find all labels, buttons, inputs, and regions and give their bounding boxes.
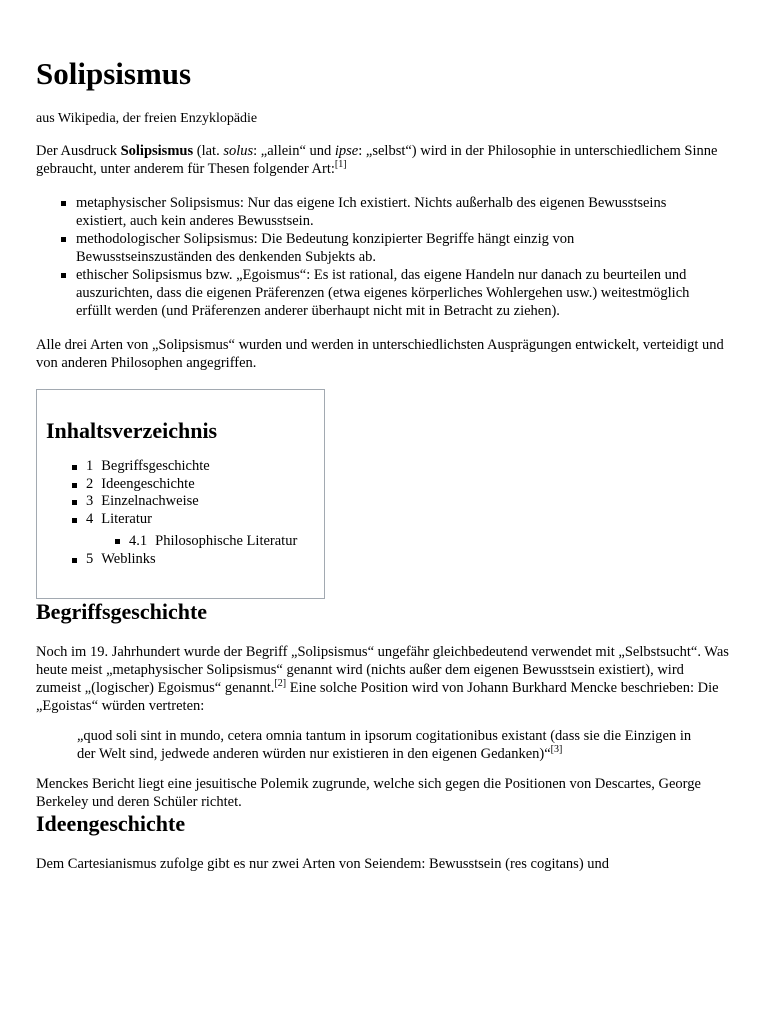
toc-label: Begriffsgeschichte [101,458,210,474]
intro-term: Solipsismus [120,143,194,159]
intro-ipse: ipse [334,143,359,159]
intro-text-2: (lat. [193,143,224,159]
page-title: Solipsismus [36,56,192,91]
mencke-paragraph: Menckes Bericht liegt eine jesuitische Polemik zugrunde, welche sich gegen die Positionen von Descartes, George Berkeley und deren Schüler richtet. [36,776,701,810]
intro-text-3: : „allein“ und [253,143,335,159]
intro-solus: solus [223,143,254,159]
toc-number: 4.1 [129,533,148,549]
toc-number: 3 [86,493,94,509]
toc-title: Inhaltsverzeichnis [46,418,218,443]
toc-list [46,458,324,569]
toc-number: 4 [86,510,94,527]
quote-text: „quod soli sint in mundo, cetera omnia tantum in ipsorum cogitationibus existant (dass sie die Einzigen in der Welt sind, jedwede anderen würden nur existieren in den eigenen Gedanken)“ [77,728,692,762]
intro-text-1: Der Ausdruck [36,143,121,159]
summary-paragraph: Alle drei Arten von „Solipsismus“ wurden und werden in unterschiedlichsten Ausprägungen entwickelt, verteidigt und von anderen Philosophen angegriffen. [36,337,724,371]
section-heading-ideengeschichte: Ideengeschichte [36,811,186,836]
mencke-quote [77,727,732,763]
toc-item-literatur[interactable] [86,511,324,552]
toc-item-begriffsgeschichte[interactable] [86,458,324,476]
toc-label: Einzelnachweise [101,493,199,509]
solipsism-types-list [36,194,732,320]
toc-sublist [86,532,324,551]
toc-item-philosophische-literatur[interactable] [129,532,324,551]
toc-number: 5 [86,551,94,567]
list-item: metaphysischer Solipsismus: Nur das eigene Ich existiert. Nichts außerhalb des eigenen Bewusstseins existiert, auch kein anderes Bewusstsein. [76,194,732,230]
toc-item-ideengeschichte[interactable] [86,476,324,494]
begriff-text-b: Eine solche Position wird von Johann Burkhard Mencke beschrieben: Die „Egoistas“ würden vertreten: [36,680,719,714]
intro-text-4: : „selbst“) wird in der Philosophie in unterschiedlichem Sinne gebraucht, unter anderem für Thesen folgender Art: [36,143,718,177]
footnote-ref-1[interactable]: [1] [334,159,347,170]
toc-label: Philosophische Literatur [155,533,298,549]
toc-item-einzelnachweise[interactable] [86,493,324,511]
list-item: ethischer Solipsismus bzw. „Egoismus“: Es ist rational, das eigene Handeln nur danach zu beurteilen und auszurichten, dass die eigenen Präferenzen (etwa eigenes körperliches Wohlergehen usw.) weitestmöglich erfüllt werden (und Präferenzen anderer überhaupt nicht mit in Betracht zu ziehen). [76,266,732,320]
section-heading-begriffsgeschichte: Begriffsgeschichte [36,599,208,624]
site-subtitle: aus Wikipedia, der freien Enzyklopädie [36,111,258,126]
list-item: methodologischer Solipsismus: Die Bedeutung konzipierter Begriffe hängt einzig von Bewusstseinszuständen des denkenden Subjekts ab. [76,230,732,266]
toc-label: Literatur [101,510,152,527]
toc-number: 1 [86,458,94,474]
begriffsgeschichte-paragraph [36,643,732,715]
toc-label: Ideengeschichte [101,475,195,492]
toc-number: 2 [86,475,94,492]
intro-paragraph [36,142,732,178]
table-of-contents [36,389,325,599]
footnote-ref-2[interactable]: [2] [274,678,287,689]
begriff-text-a: Noch im 19. Jahrhundert wurde der Begriff „Solipsismus“ ungefähr gleichbedeutend verwendet mit „Selbstsucht“. Was heute meist „metaphysischer Solipsismus“ genannt wird (nichts außer dem eigenen Bewusstsein existiert), wird zumeist „(logischer) Egoismus“ genannt. [36,644,729,696]
toc-item-weblinks[interactable] [86,551,324,569]
footnote-ref-3[interactable]: [3] [550,744,563,755]
toc-label: Weblinks [101,551,156,567]
ideengeschichte-paragraph: Dem Cartesianismus zufolge gibt es nur zwei Arten von Seiendem: Bewusstsein (res cogitans) und [36,856,610,872]
